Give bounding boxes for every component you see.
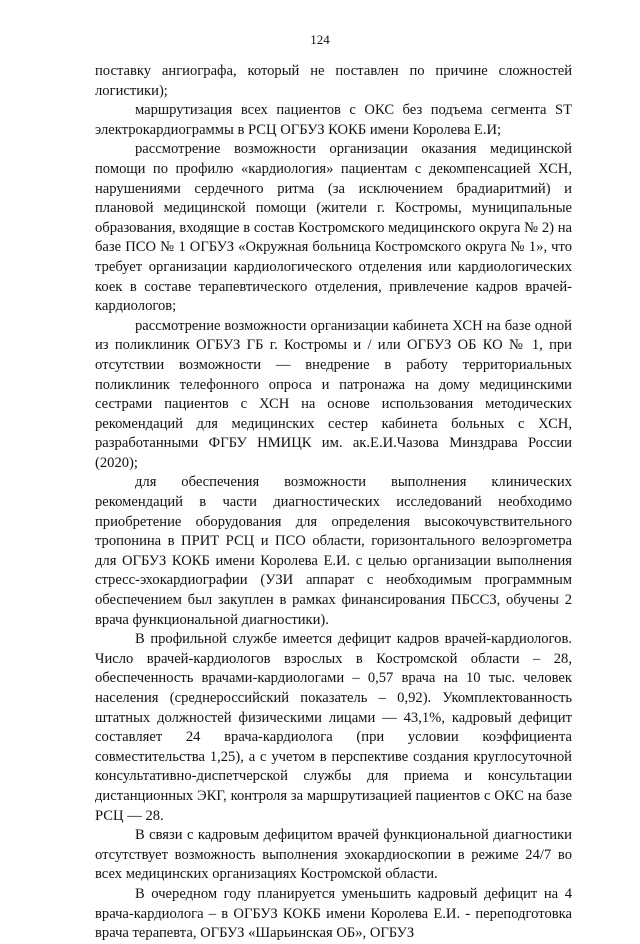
page-number: 124 bbox=[310, 32, 330, 47]
paragraph-8: В очередном году планируется уменьшить кадровый дефицит на 4 врача-кардиолога – в ОГБУЗ КОКБ имени Королева Е.И. - переподготовка врача терапевта, ОГБУЗ «Шарьинская ОБ», ОГБУЗ bbox=[95, 885, 572, 942]
paragraph-7: В связи с кадровым дефицитом врачей функциональной диагностики отсутствует возможность выполнения эхокардиоскопии в режиме 24/7 во всех медицинских организациях Костромской области. bbox=[95, 827, 572, 883]
paragraph-3: рассмотрение возможности организации оказания медицинской помощи по профилю «кардиология» пациентам с декомпенсацией ХСН, нарушениями сердечного ритма (за исключением брадиаритмий) и плановой медицинской помощи (жители г. Костромы, муниципальные образования, входящие в состав Костромского медицинского округа № 2) на базе ПСО № 1 ОГБУЗ «Окружная больница Костромского округа № 1», что требует организации кардиологического отделения или кардиологических коек в составе терапевтического отделения, привлечение кадров врачей-кардиологов; bbox=[95, 141, 572, 315]
paragraph-4: рассмотрение возможности организации кабинета ХСН на базе одной из поликлиник ОГБУЗ ГБ г. Костромы и / или ОГБУЗ ОБ КО № 1, при отсутствии возможности — внедрение в работу территориальных поликлиник телефонного опроса и патронажа на дому медицинскими сестрами пациентов с ХСН на основе использования методических рекомендаций для медицинских сестер кабинета больных с ХСН, разработанными ФГБУ НМИЦК им. ак.Е.И.Чазова Минздрава России (2020); bbox=[95, 317, 572, 471]
paragraph-2: маршрутизация всех пациентов с ОКС без подъема сегмента ST электрокардиограммы в РСЦ ОГБУЗ КОКБ имени Королева Е.И; bbox=[95, 102, 572, 138]
paragraph-5: для обеспечения возможности выполнения клинических рекомендаций в части диагностических исследований необходимо приобретение оборудования для определения высокочувствительного тропонина в ПРИТ РСЦ и ПСО области, горизонтального велоэргометра для ОГБУЗ КОКБ имени Королева Е.И. с целью организации выполнения стресс-эхокардиографии (УЗИ аппарат с необходимым программным обеспечением был закуплен в рамках финансирования ПБССЗ, обучены 2 врача функциональной диагностики). bbox=[95, 474, 572, 628]
document-body bbox=[95, 62, 572, 944]
paragraph-1: поставку ангиографа, который не поставлен по причине сложностей логистики); bbox=[95, 63, 572, 99]
paragraph-6: В профильной службе имеется дефицит кадров врачей-кардиологов. Число врачей-кардиологов взрослых в Костромской области – 28, обеспеченность врачами-кардиологами – 0,57 врача на 10 тыс. человек населения (среднероссийский показатель – 0,92). Укомплектованность штатных должностей физическими лицами — 43,1%, кадровый дефицит составляет 24 врача-кардиолога (при условии коэффициента совместительства 1,25), а с учетом в перспективе создания круглосуточной консультативно-диспетчерской службы для приема и консультации дистанционных ЭКГ, контроля за маршрутизацией пациентов с ОКС на базе РСЦ — 28. bbox=[95, 631, 572, 824]
